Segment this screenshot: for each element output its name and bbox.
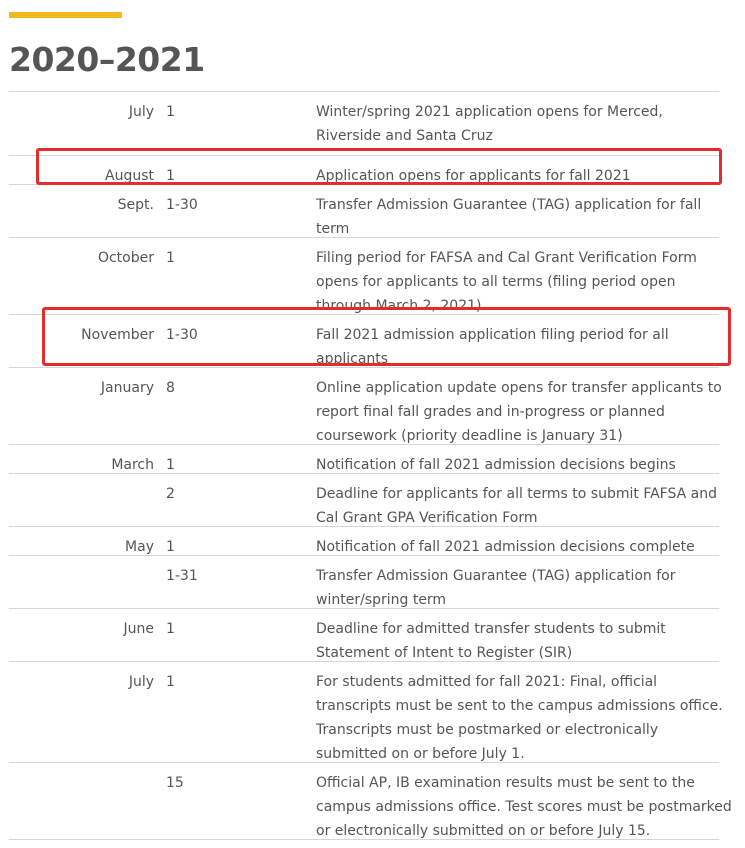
row-description [316, 670, 723, 766]
schedule-row [9, 445, 719, 474]
description-line: Cal Grant GPA Verification Form [316, 510, 538, 526]
row-month: July [128, 674, 154, 690]
description-line: winter/spring term [316, 592, 447, 608]
description-line: opens for applicants to all terms (filing period open [316, 274, 676, 290]
description-line: Riverside and Santa Cruz [316, 128, 493, 144]
row-description [316, 100, 716, 148]
row-month: March [111, 457, 154, 473]
description-line: Notification of fall 2021 admission decisions begins [316, 457, 676, 473]
description-line: Deadline for applicants for all terms to submit FAFSA and [316, 486, 717, 502]
description-line: Fall 2021 admission application filing period for all [316, 327, 669, 343]
description-line: term [316, 221, 350, 237]
row-month: August [105, 168, 154, 184]
description-line: Transcripts must be postmarked or electronically [316, 722, 659, 738]
schedule-row [9, 763, 732, 840]
schedule-row [9, 527, 719, 556]
description-line: Transfer Admission Guarantee (TAG) application for [316, 568, 676, 584]
schedule-row [9, 662, 723, 763]
description-line: campus admissions office. Test scores must be postmarked [316, 799, 732, 815]
description-line: through March 2, 2021) [316, 298, 482, 314]
row-day: 1 [166, 539, 175, 555]
row-day: 1-30 [166, 197, 198, 213]
description-line: Application opens for applicants for fall 2021 [316, 168, 631, 184]
schedule-row [9, 368, 722, 445]
schedule-row [9, 156, 719, 185]
row-month: Sept. [117, 197, 154, 213]
description-line: applicants [316, 351, 389, 367]
description-line: Online application update opens for transfer applicants to [316, 380, 722, 396]
row-day: 1-31 [166, 568, 198, 584]
row-month: October [97, 250, 154, 266]
row-day: 1 [166, 457, 175, 473]
schedule-row [9, 474, 719, 527]
row-description [316, 482, 716, 530]
row-day: 1 [166, 674, 175, 690]
row-day: 1 [166, 104, 175, 120]
row-month: July [128, 104, 154, 120]
row-month: June [123, 621, 154, 637]
schedule-row [9, 556, 719, 609]
row-day: 15 [166, 775, 184, 791]
row-month: May [125, 539, 154, 555]
schedule-table [9, 91, 732, 840]
description-line: Transfer Admission Guarantee (TAG) application for fall [316, 197, 702, 213]
description-line: or electronically submitted on or before July 15. [316, 823, 651, 839]
description-line: Official AP, IB examination results must be sent to the [316, 775, 695, 791]
row-description [316, 323, 716, 371]
schedule-row [9, 185, 719, 238]
description-line: submitted on or before July 1. [316, 746, 525, 762]
row-description [316, 246, 716, 318]
description-line: Statement of Intent to Register (SIR) [316, 645, 573, 661]
page-title: 2020–2021 [9, 40, 205, 79]
schedule-row [9, 238, 719, 315]
description-line: For students admitted for fall 2021: Final, official [316, 674, 658, 690]
row-day: 8 [166, 380, 175, 396]
row-month: November [81, 327, 154, 343]
description-line: Filing period for FAFSA and Cal Grant Verification Form [316, 250, 697, 266]
row-month: January [100, 380, 154, 396]
description-line: coursework (priority deadline is January 31) [316, 428, 623, 444]
row-description [316, 193, 716, 241]
description-line: Winter/spring 2021 application opens for Merced, [316, 104, 663, 120]
schedule-row [9, 315, 719, 368]
row-description [316, 564, 716, 612]
row-day: 1 [166, 168, 175, 184]
row-description [316, 771, 732, 843]
description-line: report final fall grades and in-progress or planned [316, 404, 665, 420]
heading-accent-bar [9, 12, 122, 18]
row-day: 1 [166, 621, 175, 637]
row-day: 1 [166, 250, 175, 266]
description-line: transcripts must be sent to the campus admissions office. [316, 698, 723, 714]
row-day: 2 [166, 486, 175, 502]
row-day: 1-30 [166, 327, 198, 343]
row-description [316, 617, 716, 665]
description-line: Notification of fall 2021 admission decisions complete [316, 539, 695, 555]
row-description [316, 376, 722, 448]
description-line: Deadline for admitted transfer students to submit [316, 621, 666, 637]
schedule-row [9, 609, 719, 662]
schedule-row [9, 92, 719, 156]
